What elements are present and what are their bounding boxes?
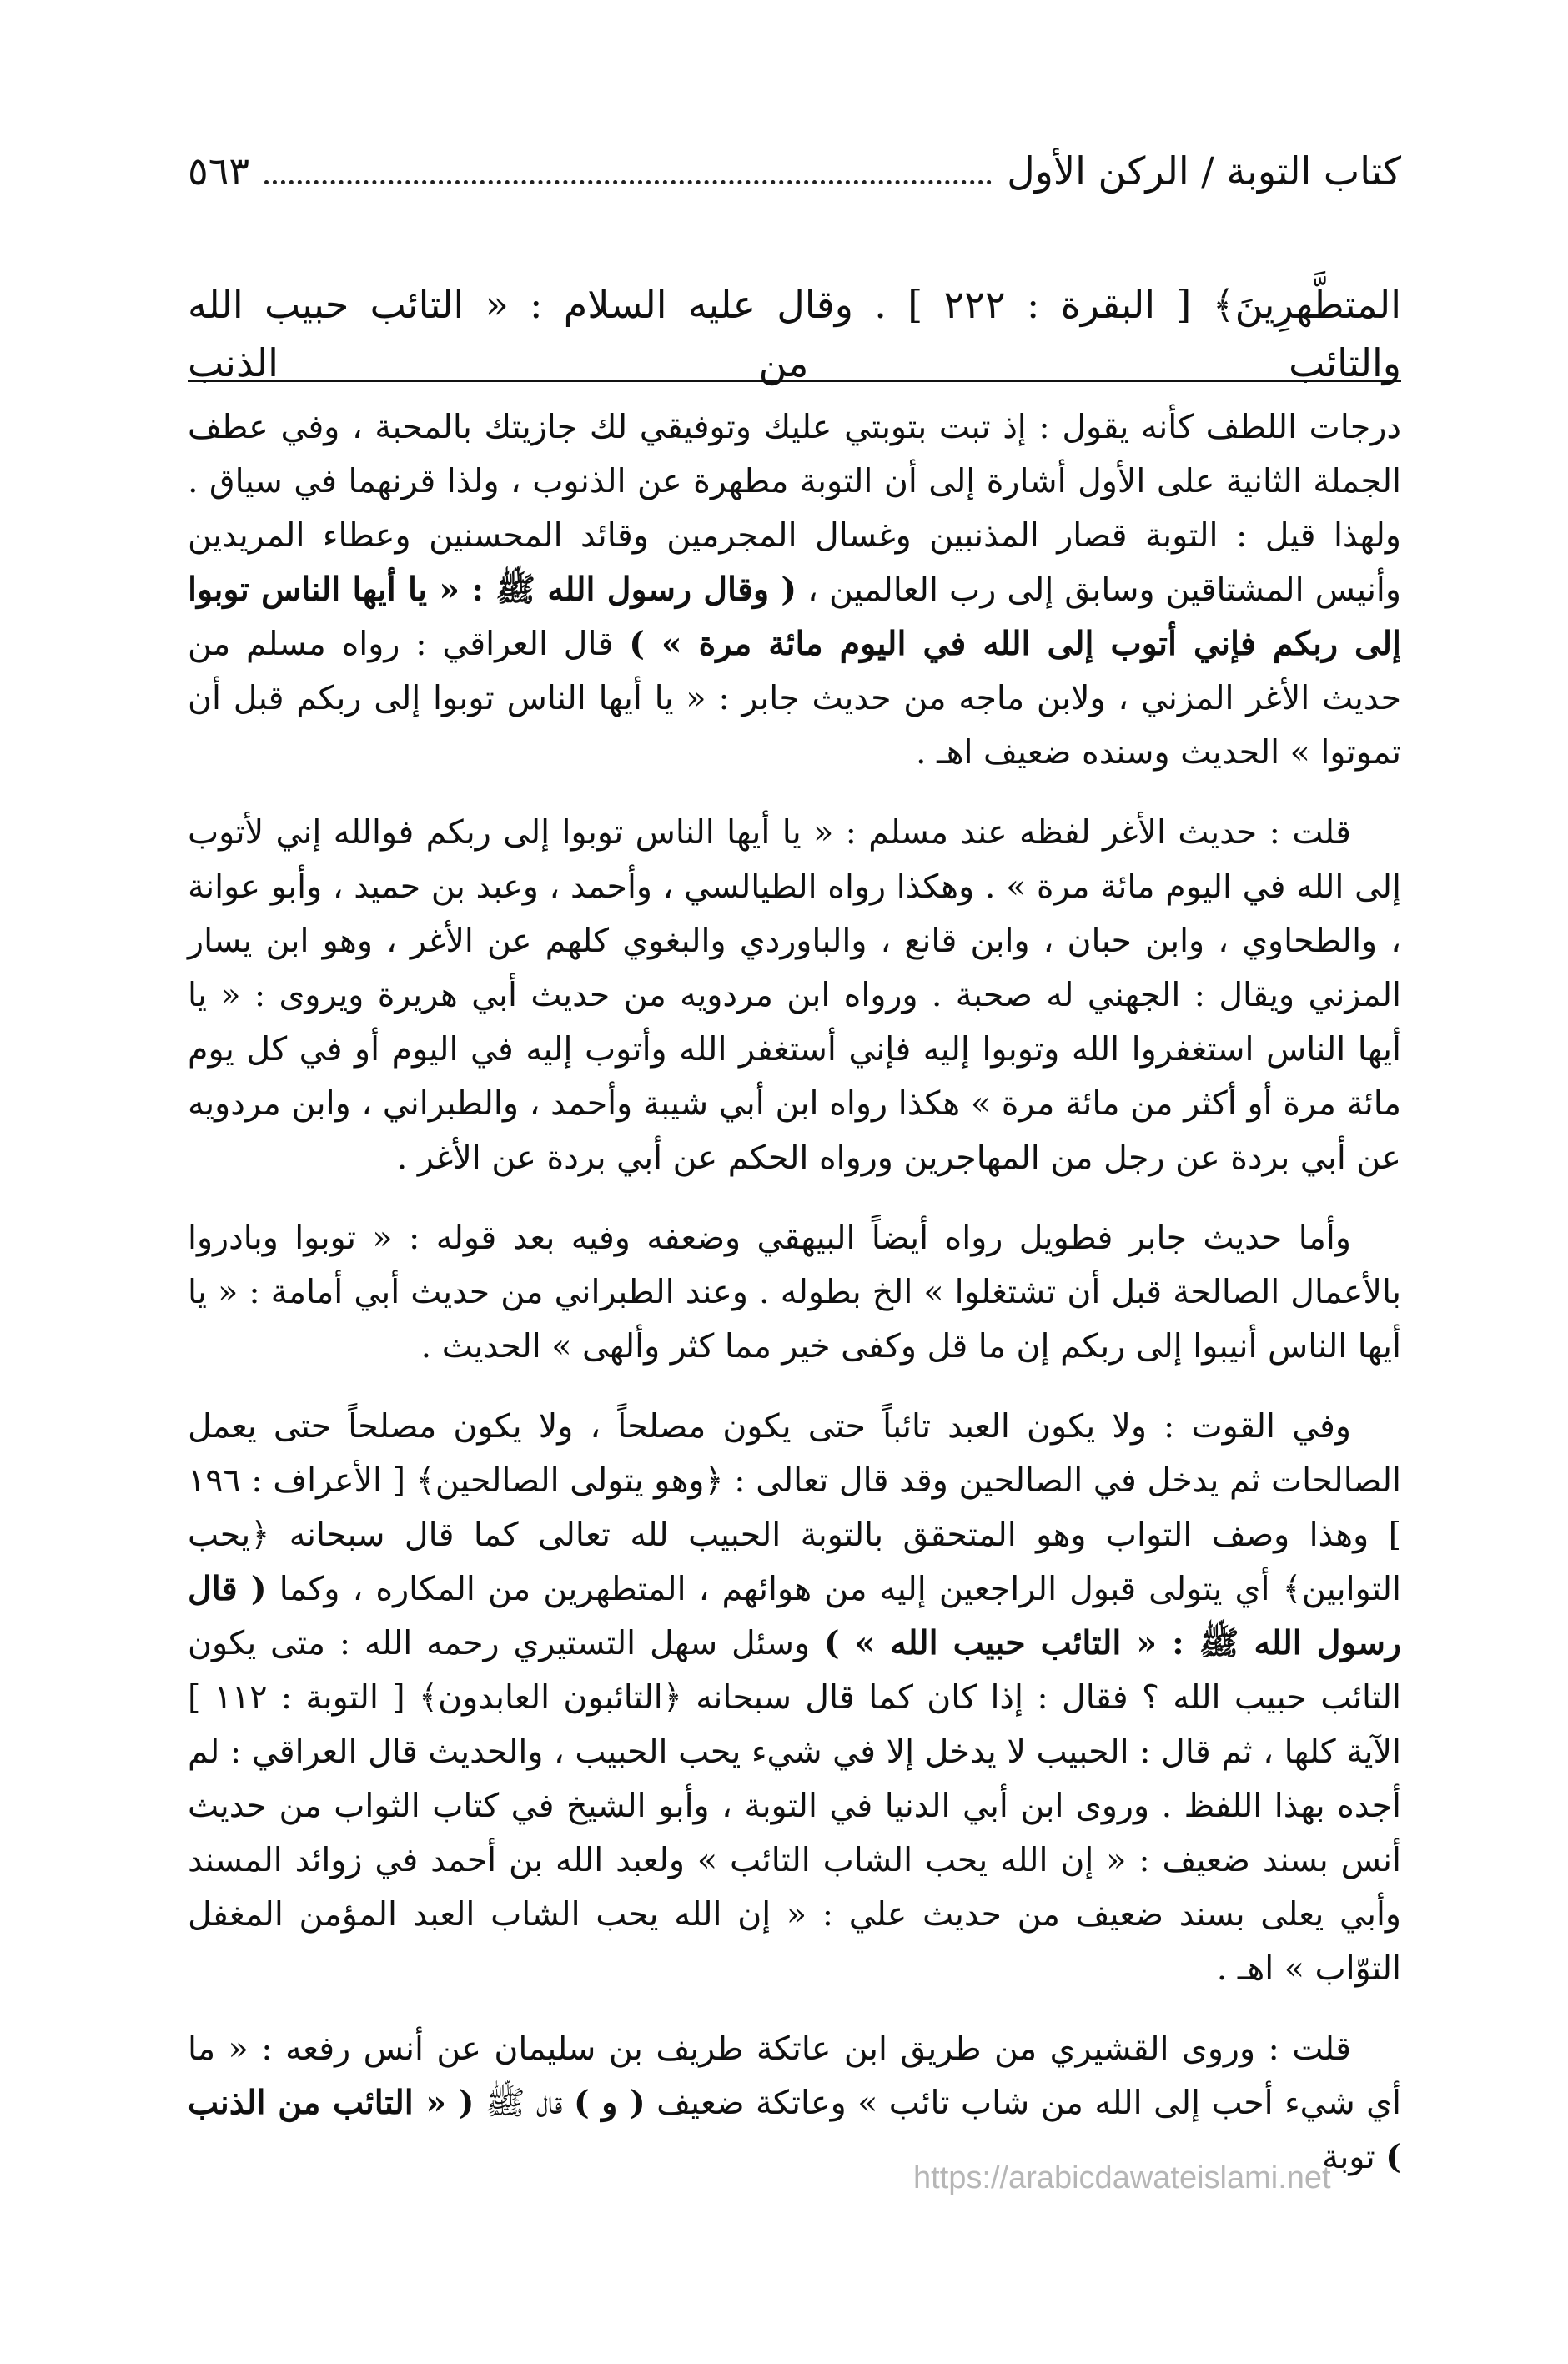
main-text-line: المتطَّهرِينَ﴾ [ البقرة : ٢٢٢ ] . وقال عليه السلام : « التائب حبيب الله والتائب من الذنب (188, 282, 1401, 385)
commentary-text: درجات اللطف كأنه يقول : إذ تبت بتوبتي عليك وتوفيقي لك جازيتك بالمحبة ، وفي عطف الجملة الثانية على الأول أشارة إلى أن التوبة مطهرة عن الذنوب ، ولذا قرنهما في سياق . ولهذا قيل : التوبة قصار المذنبين وغسال المجرمين وقائد المحسنين وعطاء المريدين وأنيس المشتاقين وسابق إلى رب العالمين ، (188, 408, 1401, 609)
leader-dots (264, 155, 992, 184)
page-header (188, 148, 1401, 207)
watermark-url: https://arabicdawateislami.net (913, 2160, 1331, 2196)
commentary-text: توبة (1322, 2138, 1386, 2176)
hadith-quote-bold: ( وقال رسول الله ﷺ : « يا أيها الناس توبوا إلى ربكم فإني أتوب إلى الله في اليوم مائة مرة » ) (188, 571, 1401, 663)
commentary-paragraph (188, 400, 1401, 780)
commentary-text: قال ﷺ (474, 2084, 574, 2122)
running-title: كتاب التوبة / الركن الأول (1007, 148, 1401, 194)
hadith-quote-bold: ( قال رسول الله ﷺ : « التائب حبيب الله » ) (188, 1570, 1402, 1662)
commentary (188, 400, 1401, 2211)
commentary-paragraph: وأما حديث جابر فطويل رواه أيضاً البيهقي وضعفه وفيه بعد قوله : « توبوا وبادروا بالأعمال الصالحة قبل أن تشتغلوا » الخ بطوله . وعند الطبراني من حديث أبي أمامة : « يا أيها الناس أنيبوا إلى ربكم إن ما قل وكفى خير مما كثر وألهى » الحديث . (188, 1219, 1401, 1366)
page-number: ٥٦٣ (188, 148, 250, 194)
commentary-text: قال العراقي : رواه مسلم من حديث الأغر المزني ، ولابن ماجه من حديث جابر : « يا أيها الناس توبوا إلى ربكم قبل أن تموتوا » الحديث وسنده ضعيف اهـ . (188, 625, 1401, 772)
commentary-text: وسئل سهل التستيري رحمه الله : متى يكون التائب حبيب الله ؟ فقال : إذا كان كما قال سبحانه ﴿التائبون العابدون﴾ [ التوبة : ١١٢ ] الآية كلها ، ثم قال : الحبيب لا يدخل إلا في شيء يحب الحبيب ، والحديث قال العراقي : لم أجده بهذا اللفظ . وروى ابن أبي الدنيا في التوبة ، وأبو الشيخ في كتاب الثواب من حديث أنس بسند ضعيف : « إن الله يحب الشاب التائب » ولعبد الله بن أحمد في زوائد المسند وأبي يعلى بسند ضعيف من حديث علي : « إن الله يحب الشاب العبد المؤمن المغفل التوّاب » اهـ . (188, 1624, 1401, 1988)
footnote-separator (188, 380, 1401, 382)
commentary-text: وفي القوت : ولا يكون العبد تائباً حتى يكون مصلحاً ، ولا يكون مصلحاً حتى يعمل الصالحات ثم يدخل في الصالحين وقد قال تعالى : ﴿وهو يتولى الصالحين﴾ [ الأعراف : ١٩٦ ] وهذا وصف التواب وهو المتحقق بالتوبة الحبيب لله تعالى كما قال سبحانه ﴿يحب التوابين﴾ أي يتولى قبول الراجعين إليه من هوائهم ، المتطهرين من المكاره ، وكما (188, 1407, 1401, 1608)
commentary-text: قلت : وروى القشيري من طريق ابن عاتكة طريف بن سليمان عن أنس رفعه : « ما أي شيء أحب إلى الله من شاب تائب » وعاتكة ضعيف (188, 2030, 1402, 2122)
commentary-paragraph (188, 1400, 1401, 1996)
commentary-paragraph: قلت : حديث الأغر لفظه عند مسلم : « يا أيها الناس توبوا إلى ربكم فوالله إني لأتوب إلى الله في اليوم مائة مرة » . وهكذا رواه الطيالسي ، وأحمد ، وعبد بن حميد ، وأبو عوانة ، والطحاوي ، وابن حبان ، وابن قانع ، والباوردي والبغوي كلهم عن الأغر ، وهو ابن يسار المزني ويقال : الجهني له صحبة . ورواه ابن مردويه من حديث أبي هريرة ويروى : « يا أيها الناس استغفروا الله وتوبوا إليه فإني أستغفر الله وأتوب إليه في اليوم أو في كل يوم مائة مرة أو أكثر من مائة مرة » هكذا رواه ابن أبي شيبة وأحمد ، والطبراني ، وابن مردويه عن أبي بردة عن رجل من المهاجرين ورواه الحكم عن أبي بردة عن الأغر . (188, 813, 1401, 1177)
hadith-quote-bold: ( « التائب من الذنب ) (188, 2084, 1401, 2176)
bold-marker: ( و ) (573, 2084, 646, 2122)
